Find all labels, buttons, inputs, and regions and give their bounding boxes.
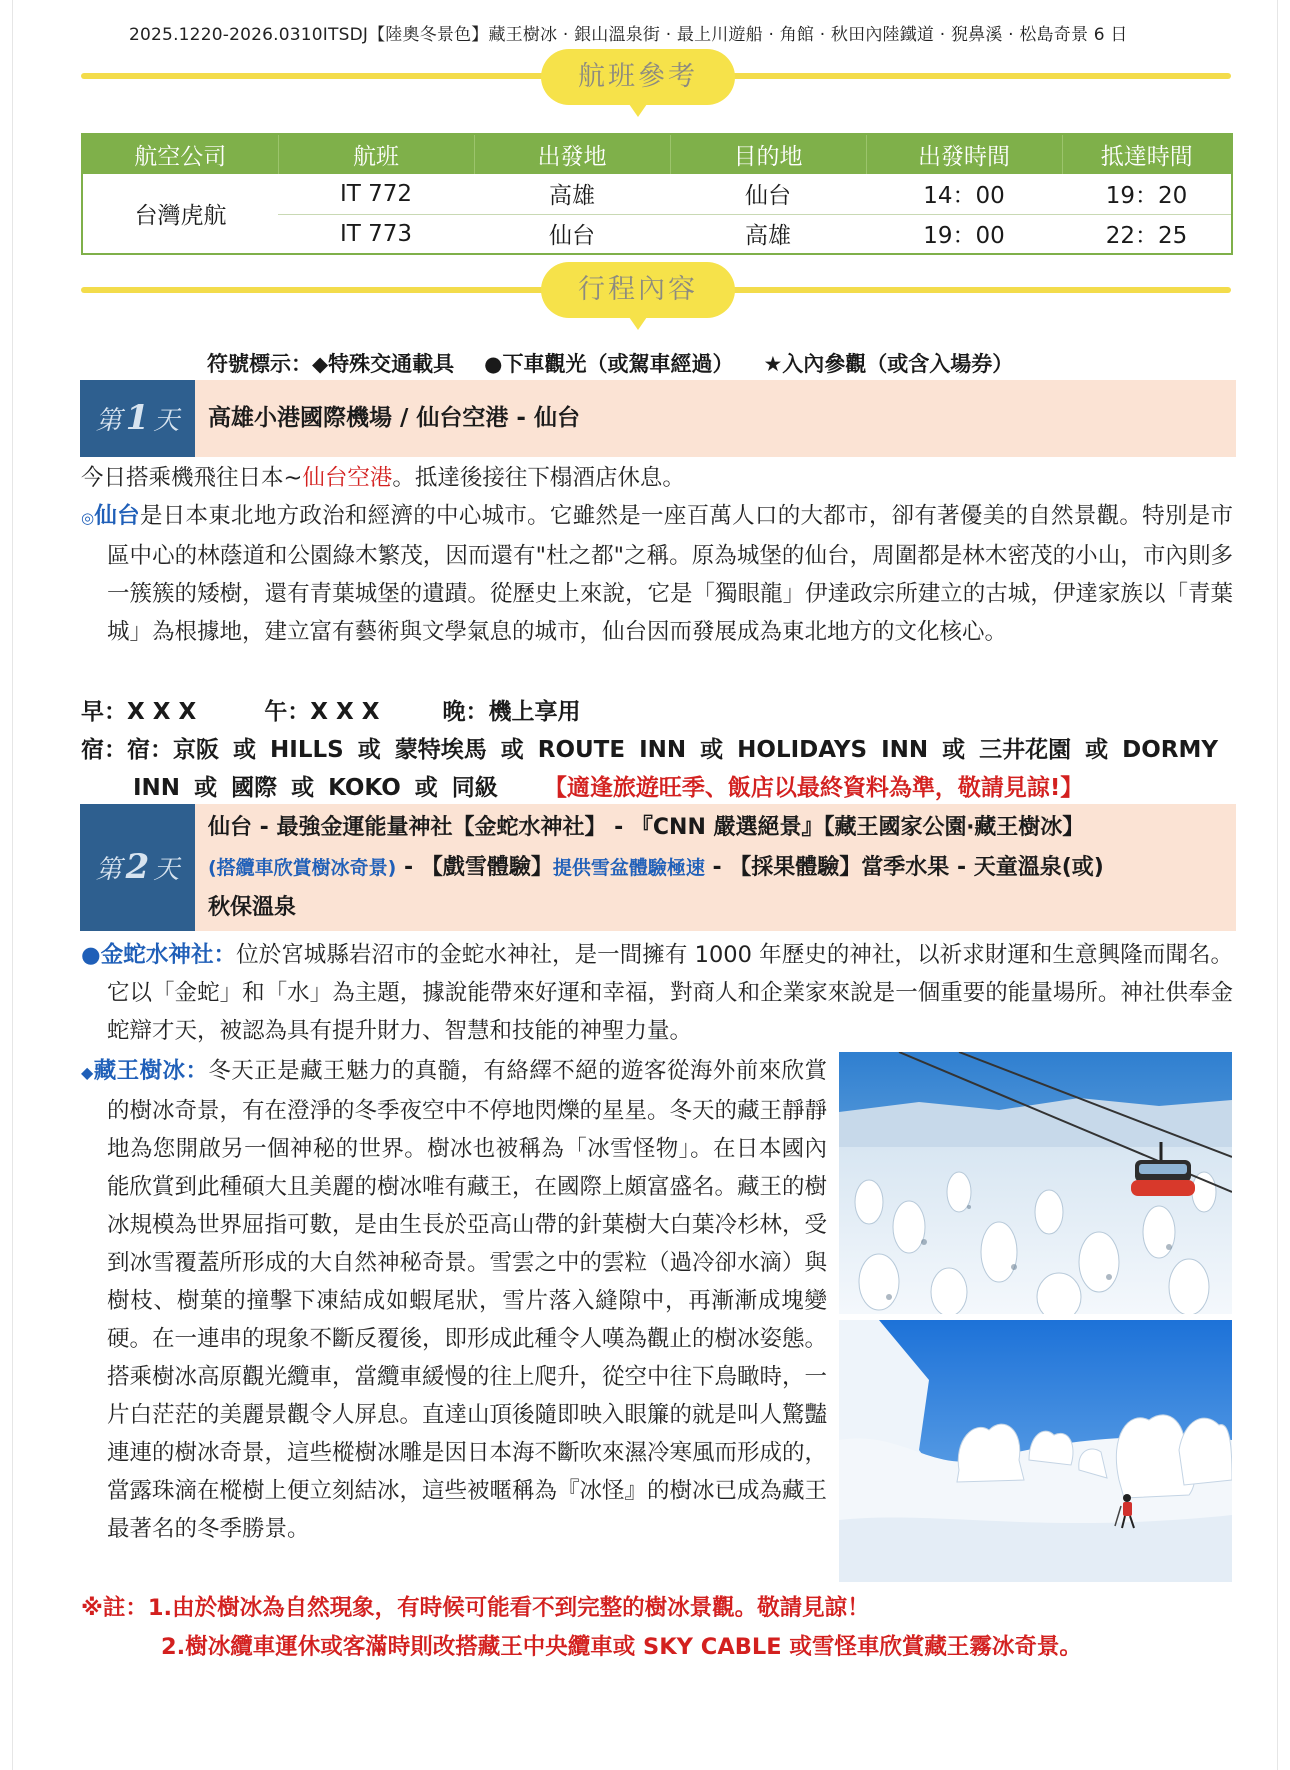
shrine-description (81, 936, 1233, 1050)
day-label-pre: 第 (95, 855, 122, 885)
sendai-text: 是日本東北地方政治和經濟的中心城市。它雖然是一座百萬人口的大都市，卻有著優美的自然景觀。特別是市區中心的林蔭道和公園綠木繁茂，因而還有"杜之都"之稱。原為城堡的仙台，周圍都是林木密茂的小山，市內則多一簇簇的矮樹，還有青葉城堡的遺蹟。從歷史上來說，它是「獨眼龍」伊達政宗所建立的古城，伊達家族以「青葉城」為根據地，建立富有藝術與文學氣息的城市，仙台因而發展成為東北地方的文化核心。 (107, 503, 1233, 645)
section-title-itinerary: 行程內容 (541, 262, 735, 318)
day1-badge (80, 380, 195, 457)
itinerary-page (12, 0, 1278, 1770)
ropeway-image (839, 1052, 1232, 1314)
symbol-legend (207, 348, 1043, 378)
col-dep: 出發時間 (866, 134, 1062, 174)
flight-dep: 19：00 (923, 223, 1005, 250)
ropeway-photo (839, 1052, 1232, 1314)
zao-name: 藏王樹冰： (93, 1058, 209, 1084)
day1-title: 高雄小港國際機場 / 仙台空港 - 仙台 (208, 405, 580, 431)
flight-from: 高雄 (474, 174, 670, 214)
flight-table-header (82, 134, 1232, 174)
zao-description (81, 1052, 827, 1548)
day-label-post: 天 (153, 855, 180, 885)
sendai-name: 仙台 (94, 503, 140, 529)
note-1: ※註：1.由於樹冰為自然現象，有時候可能看不到完整的樹冰景觀。敬請見諒！ (81, 1595, 870, 1621)
tour-header: 2025.1220-2026.0310ITSDJ【陸奧冬景色】藏王樹冰 · 銀山溫泉街 · 最上川遊船 · 角館 · 秋田內陸鐵道 · 猊鼻溪 · 松島奇景 6 日 (129, 25, 1128, 45)
flight-arr: 22：25 (1105, 223, 1188, 250)
section-title-flight: 航班參考 (541, 49, 735, 105)
title-blue-2: 提供雪盆體驗極速 (552, 857, 705, 879)
title-mid: - 【戲雪體驗】 (396, 855, 553, 880)
table-row (82, 174, 1232, 214)
bullet-icon: ● (81, 942, 101, 968)
hotel-text: INN 或 國際 或 KOKO 或 同級 (133, 775, 498, 801)
flight-to: 高雄 (745, 223, 791, 250)
bullet-icon: ◎ (81, 509, 95, 527)
title-end: - 【採果體驗】當季水果 - 天童溫泉(或) (704, 855, 1104, 880)
col-airline: 航空公司 (82, 134, 278, 174)
flight-from: 仙台 (549, 223, 595, 250)
day-label-pre: 第 (95, 406, 122, 436)
day-number: 1 (125, 398, 150, 438)
legend-label: 符號標示： (207, 352, 312, 376)
day2-title-line1: 仙台 - 最強金運能量神社【金蛇水神社】 - 『CNN 嚴選絕景』【藏王國家公園‧藏王樹冰】 (208, 815, 1085, 840)
intro-text-end: 。抵達後接往下榻酒店休息。 (392, 465, 685, 491)
flight-to: 仙台 (670, 174, 866, 214)
hotel-line1: 宿：宿：京阪 或 HILLS 或 蒙特埃馬 或 ROUTE INN 或 HOLIDAYS INN 或 三井花園 或 DORMY (81, 737, 1219, 763)
meal-dinner: 晚：機上享用 (442, 699, 581, 725)
day1-header (80, 380, 1236, 457)
shrine-text: 位於宮城縣岩沼市的金蛇水神社，是一間擁有 1000 年歷史的神社，以祈求財運和生意興隆而聞名。它以「金蛇」和「水」為主題，據說能帶來好運和幸福，對商人和企業家來說是一個重要的能量場所。神社供奉金蛇辯才天，被認為具有提升財力、智慧和技能的神聖力量。 (107, 942, 1233, 1044)
flight-dep: 14：00 (866, 174, 1062, 214)
snow-monster-photo (839, 1320, 1232, 1582)
col-flight: 航班 (278, 134, 474, 174)
hotel-note: 【適逢旅遊旺季、飯店以最終資料為準，敬請見諒!】 (543, 775, 1084, 801)
day-label-post: 天 (153, 406, 180, 436)
snow-monster-image (839, 1320, 1232, 1582)
hotel-line2 (133, 769, 1083, 802)
sendai-description (81, 497, 1233, 651)
flight-number: IT 773 (339, 220, 413, 247)
airline-cell: 台灣虎航 (134, 203, 227, 229)
day2-title-line3: 秋保溫泉 (208, 895, 297, 920)
flight-number: IT 772 (278, 174, 474, 214)
legend-transport: ◆特殊交通載具 (312, 352, 455, 376)
flight-arr: 19：20 (1062, 174, 1232, 214)
day2-title-line2 (208, 848, 1104, 888)
col-from: 出發地 (474, 134, 670, 174)
intro-text: 今日搭乘機飛往日本~ (81, 465, 303, 491)
col-arr: 抵達時間 (1062, 134, 1232, 174)
day2-header (80, 804, 1236, 931)
title-blue-1: (搭纜車欣賞樹冰奇景) (208, 857, 397, 879)
day-number: 2 (125, 847, 150, 887)
meals (81, 693, 580, 726)
note-2: 2.樹冰纜車運休或客滿時則改搭藏王中央纜車或 SKY CABLE 或雪怪車欣賞藏王霧冰奇景。 (161, 1634, 1082, 1660)
legend-admission: ★入內參觀（或含入場券） (763, 352, 1014, 376)
legend-sightseeing: ●下車觀光（或駕車經過） (484, 352, 734, 376)
meal-breakfast: 早：X X X (81, 699, 197, 725)
intro-highlight: 仙台空港 (302, 465, 393, 491)
bullet-icon: ◆ (81, 1063, 94, 1082)
flight-table (81, 133, 1233, 255)
day1-intro (81, 459, 1233, 497)
day2-badge (80, 804, 195, 931)
shrine-name: 金蛇水神社： (100, 942, 237, 968)
col-to: 目的地 (670, 134, 866, 174)
zao-text: 冬天正是藏王魅力的真髓，有絡繹不絕的遊客從海外前來欣賞的樹冰奇景，有在澄淨的冬季夜空中不停地閃爍的星星。冬天的藏王靜靜地為您開啟另一個神秘的世界。樹冰也被稱為「冰雪怪物」。在日本國內能欣賞到此種碩大且美麗的樹冰唯有藏王，在國際上頗富盛名。藏王的樹冰規模為世界屈指可數，是由生長於亞高山帶的針葉樹大白葉冷杉林，受到冰雪覆蓋所形成的大自然神秘奇景。雪雲之中的雲粒（過冷卻水滴）與樹枝、樹葉的撞擊下凍結成如蝦尾狀，雪片落入縫隙中，再漸漸成塊變硬。在一連串的現象不斷反覆後，即形成此種令人嘆為觀止的樹冰姿態。搭乘樹冰高原觀光纜車，當纜車緩慢的往上爬升，從空中往下鳥瞰時，一片白茫茫的美麗景觀令人屏息。直達山頂後隨即映入眼簾的就是叫人驚豔連連的樹冰奇景，這些樅樹冰雕是因日本海不斷吹來濕冷寒風而形成的，當露珠滴在樅樹上便立刻結冰，這些被暱稱為『冰怪』的樹冰已成為藏王最著名的冬季勝景。 (107, 1058, 828, 1542)
meal-lunch: 午：X X X (264, 699, 380, 725)
